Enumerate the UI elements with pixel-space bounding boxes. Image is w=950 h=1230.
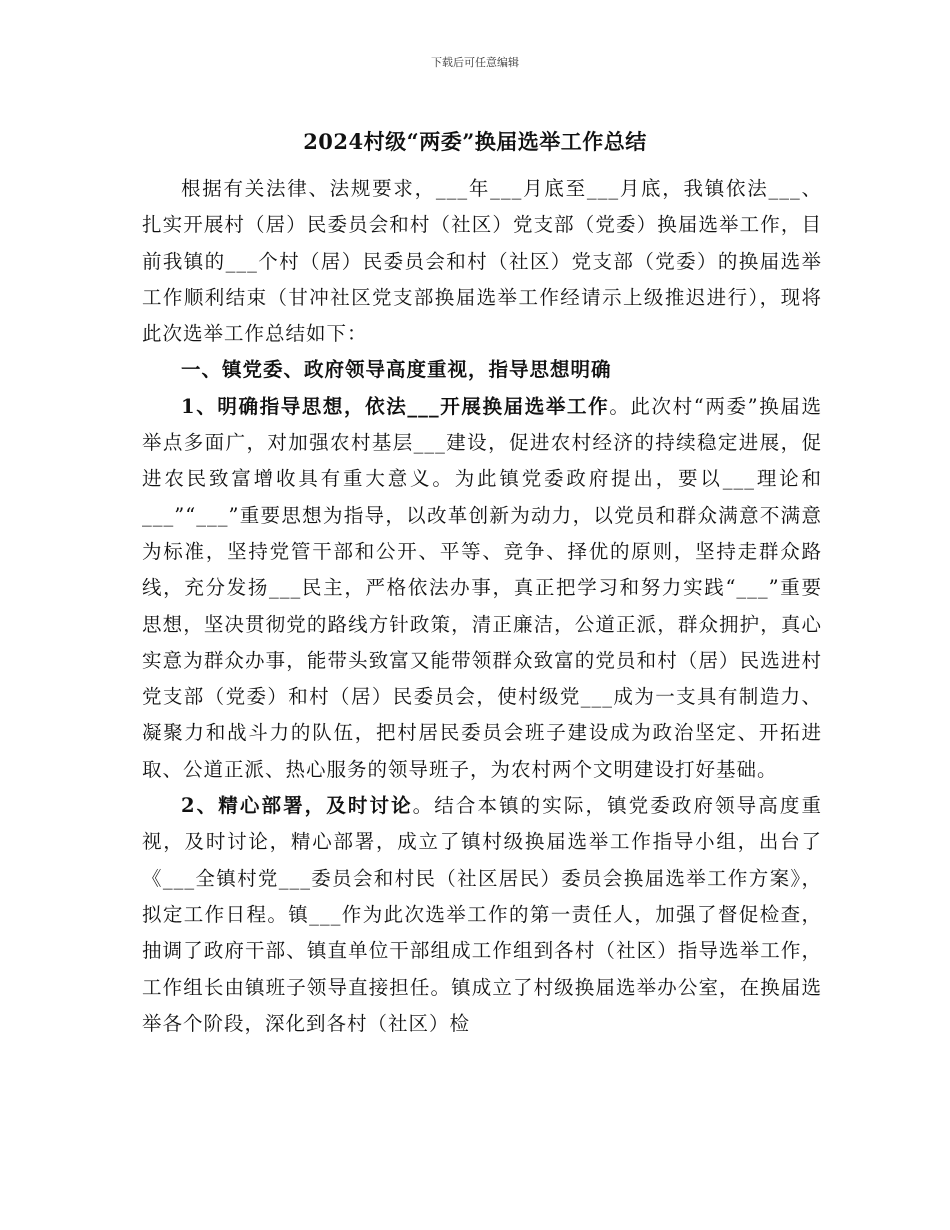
- download-note: 下载后可任意编辑: [431, 56, 519, 69]
- paragraph-item-1: [142, 389, 822, 788]
- item-1-lead: 1、明确指导思想，依法___开展换届选举工作: [181, 394, 610, 418]
- section-heading: 一、镇党委、政府领导高度重视，指导思想明确: [181, 358, 612, 382]
- paragraph-item-2: [142, 788, 822, 1042]
- document-title: 2024村级“两委”换届选举工作总结: [303, 129, 647, 154]
- item-1-text: 。此次村“两委”换届选举点多面广，对加强农村基层___建设，促进农村经济的持续稳定进展，促进农民致富增收具有重大意义。为此镇党委政府提出，要以___理论和___”“___”重要思想为指导，以改革创新为动力，以党员和群众满意不满意为标准，坚持党管干部和公开、平等、竞争、择优的原则，坚持走群众路线，充分发扬___民主，严格依法办事，真正把学习和努力实践“___”重要思想，坚决贯彻党的路线方针政策，清正廉洁，公道正派，群众拥护，真心实意为群众办事，能带头致富又能带领群众致富的党员和村（居）民选进村党支部（党委）和村（居）民委员会，使村级党___成为一支具有制造力、凝聚力和战斗力的队伍，把村居民委员会班子建设成为政治坚定、开拓进取、公道正派、热心服务的领导班子，为农村两个文明建设打好基础。: [142, 394, 822, 781]
- document-body: [142, 171, 822, 1042]
- item-2-lead: 2、精心部署，及时讨论: [181, 794, 413, 818]
- intro-paragraph: 根据有关法律、法规要求，___年___月底至___月底，我镇依法___、扎实开展村（居）民委员会和村（社区）党支部（党委）换届选举工作，目前我镇的___个村（居）民委员会和村（社区）党支部（党委）的换届选举工作顺利结束（甘冲社区党支部换届选举工作经请示上级推迟进行），现将此次选举工作总结如下：: [142, 177, 822, 346]
- item-2-text: 。结合本镇的实际，镇党委政府领导高度重视，及时讨论，精心部署，成立了镇村级换届选举工作指导小组，出台了《___全镇村党___委员会和村民（社区居民）委员会换届选举工作方案》，拟定工作日程。镇___作为此次选举工作的第一责任人，加强了督促检查，抽调了政府干部、镇直单位干部组成工作组到各村（社区）指导选举工作，工作组长由镇班子领导直接担任。镇成立了村级换届选举办公室，在换届选举各个阶段，深化到各村（社区）检: [142, 794, 822, 1035]
